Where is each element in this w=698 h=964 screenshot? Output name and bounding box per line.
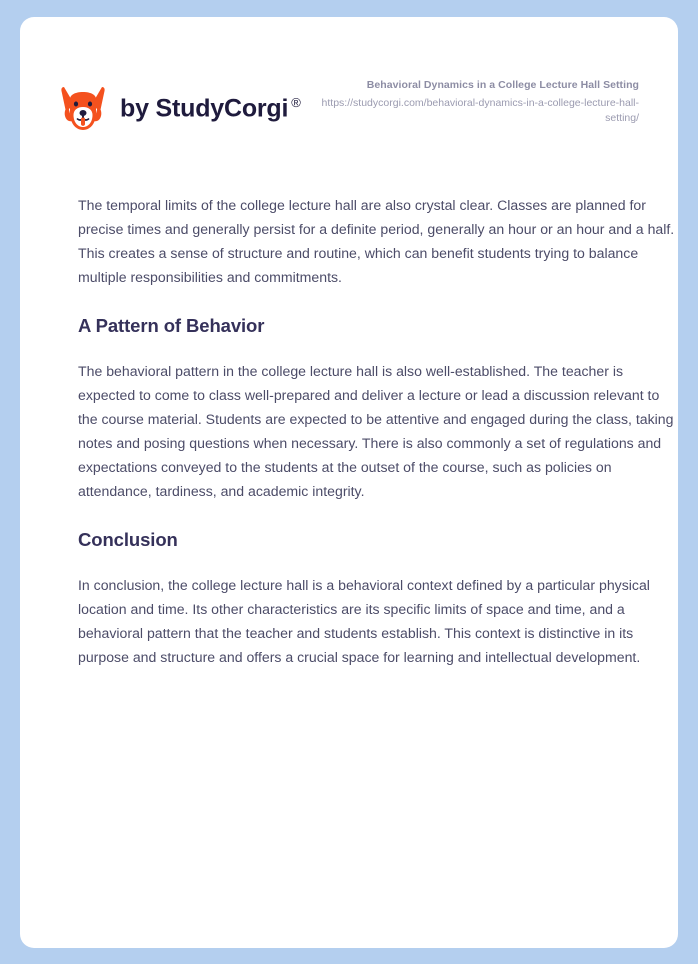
section-heading-conclusion: Conclusion [78, 529, 178, 551]
document-page-card [20, 17, 678, 948]
registered-trademark-icon: ® [291, 95, 301, 111]
brand-wordmark [120, 96, 301, 121]
document-body [78, 193, 676, 695]
brand-name-text: by StudyCorgi [120, 94, 289, 123]
section-paragraph-conclusion: In conclusion, the college lecture hall is a behavioral context defined by a particular physical location and time. Its other characteristics are its specific limits of space and time, and a behavioral pattern that the teacher and students establish. This context is distinctive in its purpose and structure and offers a crucial space for learning and intellectual development. [78, 577, 650, 666]
document-title: Behavioral Dynamics in a College Lecture Hall Setting [366, 79, 639, 91]
section-heading-pattern: A Pattern of Behavior [78, 315, 265, 336]
intro-paragraph: The temporal limits of the college lecture hall are also crystal clear. Classes are planned for precise times and generally persist for a definite period, generally an hour or an hour and a half. This creates a sense of structure and routine, which can benefit students trying to balance multiple responsibilities and commitments. [78, 197, 675, 285]
document-meta [309, 78, 639, 127]
section-paragraph-pattern: The behavioral pattern in the college lecture hall is also well-established. The teacher is expected to come to class well-prepared and deliver a lecture or lead a discussion relevant to the course material. Students are expected to be attentive and engaged during the class, taking notes and posing questions when necessary. There is also commonly a set of regulations and expectations conveyed to the students at the outset of the course, such as policies on attendance, tardiness, and academic integrity. [78, 363, 674, 500]
document-header [59, 72, 639, 144]
brand-lockup[interactable] [59, 84, 301, 134]
corgi-face-icon [59, 84, 107, 134]
document-source-url[interactable]: https://studycorgi.com/behavioral-dynamics-in-a-college-lecture-hall-setting/ [321, 97, 639, 125]
